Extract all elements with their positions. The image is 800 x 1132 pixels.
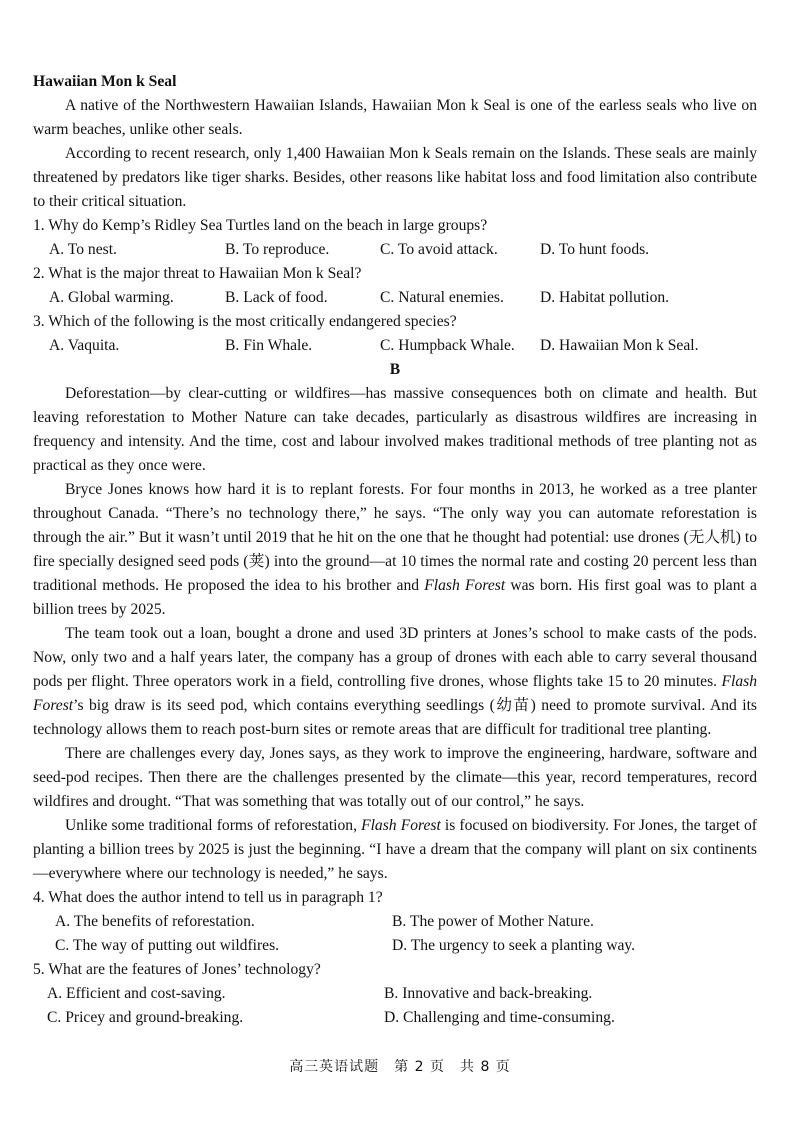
option-a: A. Efficient and cost-saving. [47, 985, 226, 1002]
text: was born. His first goal was to plant a billion trees by 2025. [33, 577, 757, 618]
option-a: A. Vaquita. [49, 337, 120, 354]
option-d: D. Challenging and time-consuming. [384, 1009, 615, 1026]
brand-name: Flash Forest [361, 817, 441, 834]
option-a: A. Global warming. [49, 289, 174, 306]
text: Bryce Jones knows how hard it is to replant forests. For four months in 2013, he worked as a tree planter throughout Canada. “There’s no technology there,” he says. “The only way you can automate reforestation is through the air.” But it wasn’t until 2019 that he hit on the one that he thought had potential: use drones (无人机) to fire specially designed seed pods (荚) into the ground—at 10 times the normal rate and costing 20 percent less than traditional methods. He proposed the idea to his brother and [33, 481, 757, 594]
option-c: C. Humpback Whale. [380, 337, 515, 354]
text: is focused on biodiversity. For Jones, the target of planting a billion trees by 2025 is just the beginning. “I have a dream that the company will plant on six continents—everywhere where our technology is needed,” he says. [33, 817, 757, 882]
text: ’s big draw is its seed pod, which contains everything seedlings (幼苗) need to promote survival. And its technology allows them to reach post-burn sites or remote areas that are difficult for traditional tree planting. [33, 697, 757, 738]
option-d: D. To hunt foods. [540, 241, 650, 258]
option-b: B. Lack of food. [225, 289, 328, 306]
page-footer: 高三英语试题 第 2 页 共 8 页 [289, 1059, 511, 1075]
option-c: C. The way of putting out wildfires. [55, 937, 280, 954]
option-c: C. Natural enemies. [380, 289, 504, 306]
question-4 [33, 886, 757, 958]
option-b: B. To reproduce. [225, 241, 330, 258]
question-3 [33, 310, 757, 358]
section-heading: B [389, 361, 401, 378]
exam-page [33, 70, 757, 1030]
option-c: C. Pricey and ground-breaking. [47, 1009, 244, 1026]
option-d: D. The urgency to seek a planting way. [392, 937, 636, 954]
option-b: B. Fin Whale. [225, 337, 313, 354]
option-d: D. Hawaiian Mon k Seal. [540, 337, 699, 354]
question-5 [33, 958, 757, 1030]
question-stem: 5. What are the features of Jones’ technology? [33, 961, 321, 978]
paragraph [33, 814, 757, 886]
option-b: B. Innovative and back-breaking. [384, 985, 593, 1002]
passage-title: Hawaiian Mon k Seal [33, 73, 177, 90]
paragraph [33, 478, 757, 622]
brand-name: Flash Forest [33, 673, 757, 714]
text: Unlike some traditional forms of reforestation, [65, 817, 362, 834]
question-stem: 4. What does the author intend to tell us in paragraph 1? [33, 889, 383, 906]
paragraph: There are challenges every day, Jones says, as they work to improve the engineering, hardware, software and seed-pod recipes. Then there are the challenges presented by the climate—this year, record temperatures, record wildfires and drought. “That was something that was totally out of our control,” he says. [33, 745, 757, 810]
option-a: A. The benefits of reforestation. [55, 913, 255, 930]
option-c: C. To avoid attack. [380, 241, 498, 258]
text: The team took out a loan, bought a drone and used 3D printers at Jones’s school to make casts of the pods. Now, only two and a half years later, the company has a group of drones with each able to carry several thousand pods per flight. Three operators work in a field, controlling five drones, whose flights take 15 to 20 minutes. [33, 625, 757, 690]
paragraph: A native of the Northwestern Hawaiian Islands, Hawaiian Mon k Seal is one of the earless seals who live on warm beaches, unlike other seals. [33, 97, 757, 138]
option-d: D. Habitat pollution. [540, 289, 670, 306]
paragraph [33, 622, 757, 742]
option-a: A. To nest. [49, 241, 117, 258]
brand-name: Flash Forest [424, 577, 506, 594]
question-stem: 1. Why do Kemp’s Ridley Sea Turtles land on the beach in large groups? [33, 217, 488, 234]
paragraph: According to recent research, only 1,400 Hawaiian Mon k Seals remain on the Islands. These seals are mainly threatened by predators like tiger sharks. Besides, other reasons like habitat loss and food limitation also contribute to their critical situation. [33, 145, 757, 210]
paragraph: Deforestation—by clear-cutting or wildfires—has massive consequences both on climate and health. But leaving reforestation to Mother Nature can take decades, particularly as disastrous wildfires are increasing in frequency and intensity. And the time, cost and labour involved makes traditional methods of tree planting not as practical as they once were. [33, 385, 757, 474]
question-stem: 3. Which of the following is the most critically endangered species? [33, 313, 457, 330]
question-2 [33, 262, 757, 310]
option-b: B. The power of Mother Nature. [392, 913, 594, 930]
question-stem: 2. What is the major threat to Hawaiian Mon k Seal? [33, 265, 362, 282]
question-1 [33, 214, 757, 262]
